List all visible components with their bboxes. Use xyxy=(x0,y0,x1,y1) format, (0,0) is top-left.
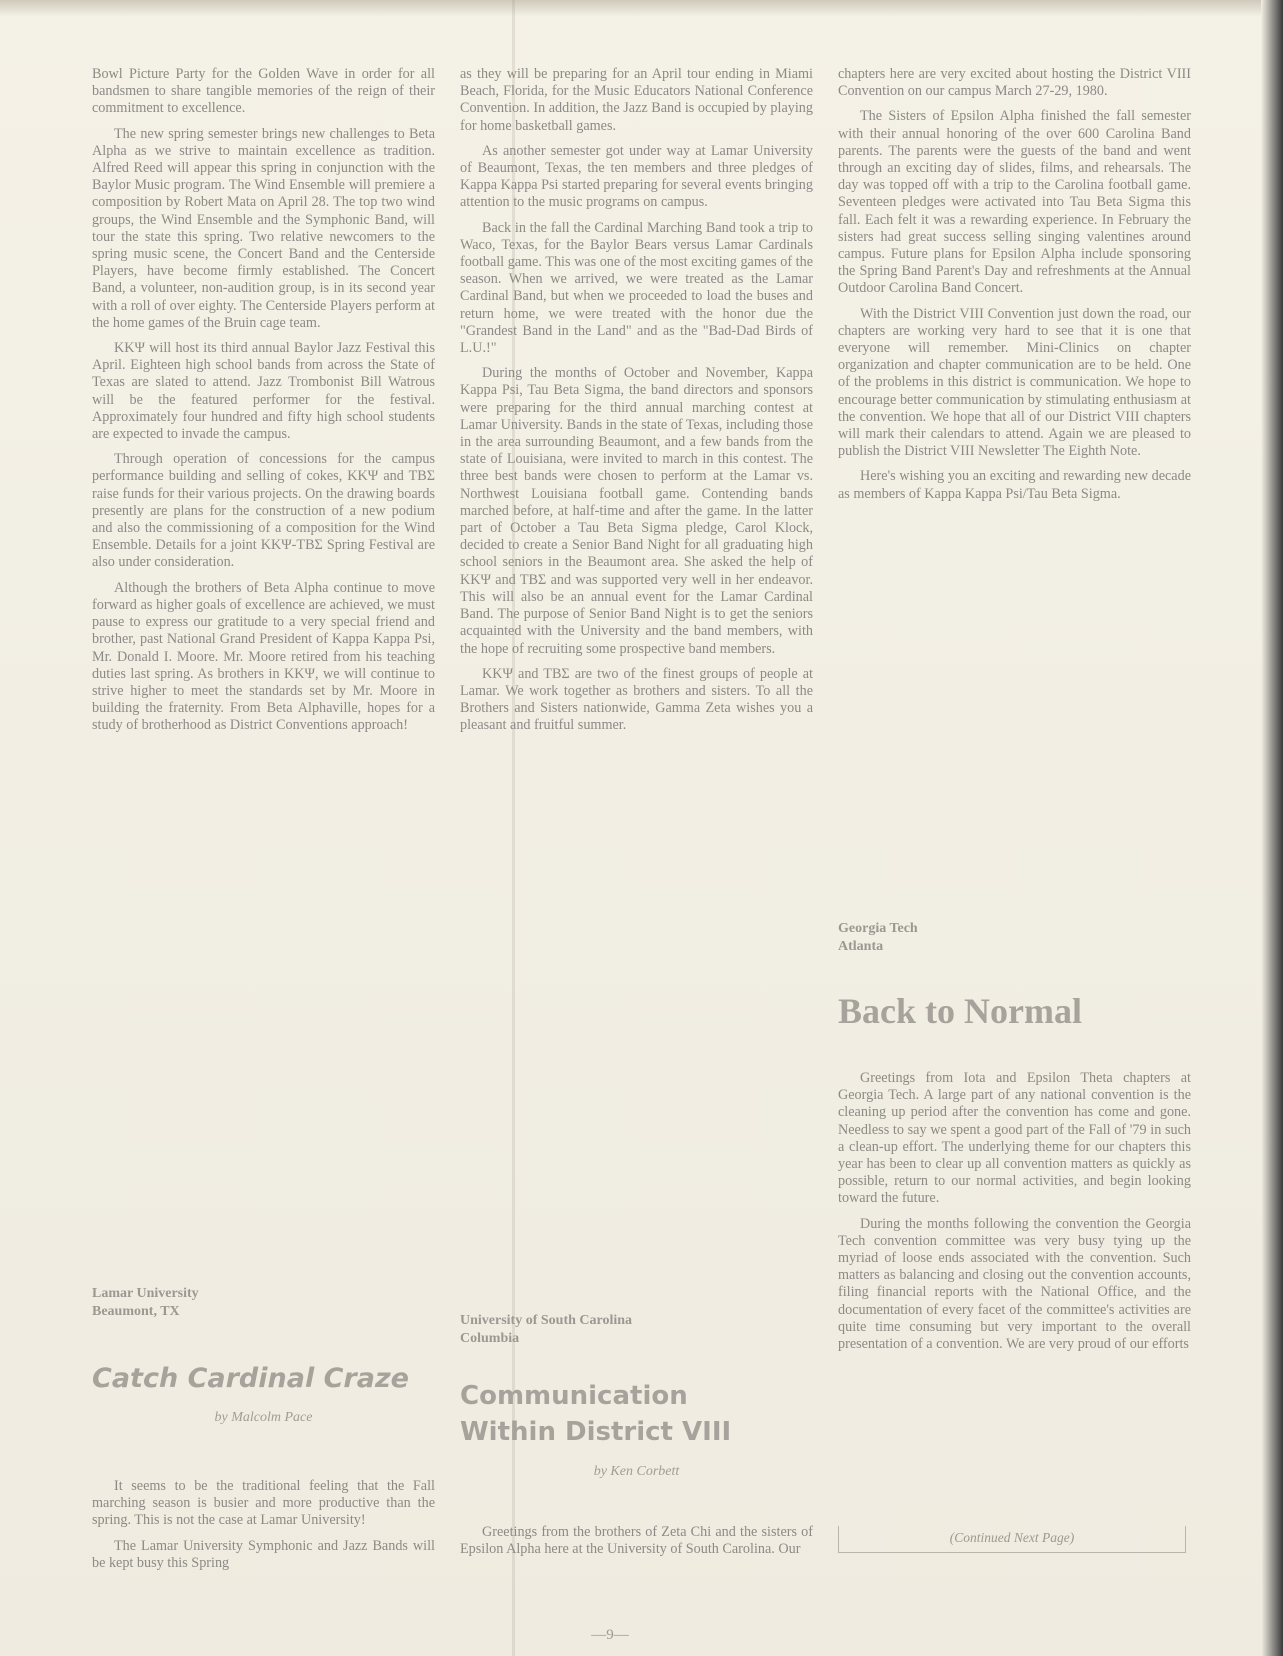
article-headline-line-2: Within District VIII xyxy=(460,1417,732,1447)
page-top-edge xyxy=(0,0,1283,16)
col2-paragraph: During the months of October and November, Kappa Kappa Psi, Tau Beta Sigma, the band directors and sponsors were preparing for the third annual marching contest at Lamar University. Bands in the state of Texas, including those in the area surrounding Beaumont, and a few bands from the state of Louisiana, were invited to march in this contest. The three best bands were chosen to perform at the Lamar vs. Northwest Louisiana football game. Contending bands marched before, at half-time and after the game. In the latter part of October a Tau Beta Sigma pledge, Carol Klock, decided to create a Senior Band Night for all graduating high school seniors in the Beaumont area. She asked the help of KKΨ and TBΣ and was supported very well in her endeavor. This will also be an annual event for the Lamar Cardinal Band. The purpose of Senior Band Night is to get the seniors acquainted with the University and the band members, with the hope of recruiting some prospective band members. xyxy=(460,365,813,657)
col1-paragraph: Although the brothers of Beta Alpha continue to move forward as higher goals of excellence are achieved, we must pause to express our gratitude to a very special friend and brother, past National Grand President of Kappa Kappa Psi, Mr. Donald I. Moore. Mr. Moore retired from his teaching duties last spring. As brothers in KKΨ, we will continue to strive higher to meet the standards set by Mr. Moore in building the fraternity. From Beta Alphaville, hopes for a study of brotherhood as District Conventions approach! xyxy=(92,579,435,734)
continued-note: (Continued Next Page) xyxy=(949,1530,1075,1545)
col1-paragraph: Bowl Picture Party for the Golden Wave in order for all bandsmen to share tangible memories of the reign of their commitment to excellence. xyxy=(92,66,435,117)
georgia-tech-article-header xyxy=(838,920,1191,1032)
col1-paragraph: It seems to be the traditional feeling that the Fall marching season is busier and more productive than the spring. This is not the case at Lamar University! xyxy=(92,1478,435,1529)
article-headline-line-1: Communication xyxy=(460,1381,688,1411)
school-location: Columbia xyxy=(460,1331,520,1346)
col3-paragraph: chapters here are very excited about hosting the District VIII Convention on our campus March 27-29, 1980. xyxy=(838,66,1191,100)
school-location: Atlanta xyxy=(838,939,884,954)
school-name: University of South Carolina xyxy=(460,1313,633,1328)
lamar-article-header xyxy=(92,1285,435,1426)
column-1-lower xyxy=(92,1478,435,1580)
page-right-edge xyxy=(1261,0,1283,1656)
col2-paragraph: as they will be preparing for an April tour ending in Miami Beach, Florida, for the Music Educators National Conference Convention. In addition, the Jazz Band is occupied by playing for home basketball games. xyxy=(460,66,813,134)
article-headline: Catch Cardinal Craze xyxy=(92,1363,409,1394)
column-1 xyxy=(92,66,435,743)
col1-paragraph: Through operation of concessions for the campus performance building and selling of cokes, KKΨ and TBΣ raise funds for their various projects. On the drawing boards presently are plans for the construction of a new podium and also the commissioning of a composition for the Wind Ensemble. Details for a joint KKΨ-TBΣ Spring Festival are also under consideration. xyxy=(92,451,435,571)
col1-paragraph: The new spring semester brings new challenges to Beta Alpha as we strive to maintain excellence as tradition. Alfred Reed will appear this spring in conjunction with the Baylor Music program. The Wind Ensemble will premiere a composition by Robert Mata on April 28. The top two wind groups, the Wind Ensemble and the Symphonic Band, will tour the state this spring. Two relative newcomers to the spring music scene, the Concert Band and the Centerside Players, have become firmly established. The Concert Band, a volunteer, non-audition group, is in its second year with a roll of over eighty. The Centerside Players perform at the home games of the Bruin cage team. xyxy=(92,125,435,331)
page-number: —9— xyxy=(591,1627,629,1643)
school-name: Lamar University xyxy=(92,1286,199,1301)
column-3 xyxy=(838,66,1191,511)
school-location: Beaumont, TX xyxy=(92,1304,180,1319)
col2-paragraph: Back in the fall the Cardinal Marching Band took a trip to Waco, Texas, for the Baylor Bears versus Lamar Cardinals football game. This was one of the most exciting games of the season. When we arrived, we were treated as the Lamar Cardinal Band, but when we proceeded to load the buses and return home, we were treated with the honor due the "Grandest Band in the Land" and as the "Bad-Dad Birds of L.U.!" xyxy=(460,219,813,357)
col3-paragraph: Greetings from Iota and Epsilon Theta chapters at Georgia Tech. A large part of any national convention is the cleaning up period after the convention has come and gone. Needless to say we spent a good part of the Fall of '79 in such a clean-up effort. The underlying theme for our chapters this year has been to clear up all convention matters as quickly as possible, return to our normal activities, and begin looking toward the future. xyxy=(838,1070,1191,1207)
col3-paragraph: Here's wishing you an exciting and rewarding new decade as members of Kappa Kappa Psi/Tau Beta Sigma. xyxy=(838,468,1191,502)
col1-paragraph: KKΨ will host its third annual Baylor Jazz Festival this April. Eighteen high school bands from across the State of Texas are slated to attend. Jazz Trombonist Bill Watrous will be the featured performer for the festival. Approximately four hundred and fifty high school students are expected to invade the campus. xyxy=(92,340,435,443)
article-headline: Back to Normal xyxy=(838,991,1082,1031)
article-byline: by Ken Corbett xyxy=(593,1464,680,1479)
column-2 xyxy=(460,66,813,743)
usc-article-header xyxy=(460,1312,813,1480)
column-3-lower xyxy=(838,1070,1191,1361)
article-byline: by Malcolm Pace xyxy=(214,1410,313,1425)
col1-paragraph: The Lamar University Symphonic and Jazz Bands will be kept busy this Spring xyxy=(92,1537,435,1571)
column-2-lower xyxy=(460,1524,813,1566)
col3-paragraph: The Sisters of Epsilon Alpha finished the fall semester with their annual honoring of the over 600 Carolina Band parents. The parents were the guests of the band and went through an exciting day of slides, films, and rehearsals. The day was topped off with a trip to the Carolina football game. Seventeen pledges were activated into Tau Beta Sigma this fall. Each felt it was a rewarding experience. In February the sisters had great success selling singing valentines around campus. Future plans for Epsilon Alpha include sponsoring the Spring Band Parent's Day and refreshments at the Annual Outdoor Carolina Band Concert. xyxy=(838,108,1191,297)
article-headline xyxy=(460,1378,813,1450)
col3-paragraph: With the District VIII Convention just down the road, our chapters are working very hard to see that it is one that everyone will remember. Mini-Clinics on chapter organization and chapter communication are to be held. One of the problems in this district is communication. We hope to encourage better communication by stimulating enthusiasm at the convention. We hope that all of our District VIII chapters will mark their calendars to attend. Again we are pleased to publish the District VIII Newsletter The Eighth Note. xyxy=(838,305,1191,460)
col2-paragraph: As another semester got under way at Lamar University of Beaumont, Texas, the ten members and three pledges of Kappa Kappa Psi started preparing for several events bringing attention to the music programs on campus. xyxy=(460,142,813,211)
continued-box xyxy=(838,1526,1186,1553)
col2-paragraph: KKΨ and TBΣ are two of the finest groups of people at Lamar. We work together as brothers and sisters. To all the Brothers and Sisters nationwide, Gamma Zeta wishes you a pleasant and fruitful summer. xyxy=(460,665,813,734)
col2-paragraph: Greetings from the brothers of Zeta Chi and the sisters of Epsilon Alpha here at the University of South Carolina. Our xyxy=(460,1524,813,1558)
school-name: Georgia Tech xyxy=(838,921,918,936)
col3-paragraph: During the months following the convention the Georgia Tech convention committee was very busy tying up the myriad of loose ends associated with the convention. Such matters as balancing and closing out the convention accounts, filing financial reports with the National Office, and the documentation of every facet of the committee's activities are quite time consuming but very important to the overall presentation of a convention. We are very proud of our efforts xyxy=(838,1215,1191,1353)
